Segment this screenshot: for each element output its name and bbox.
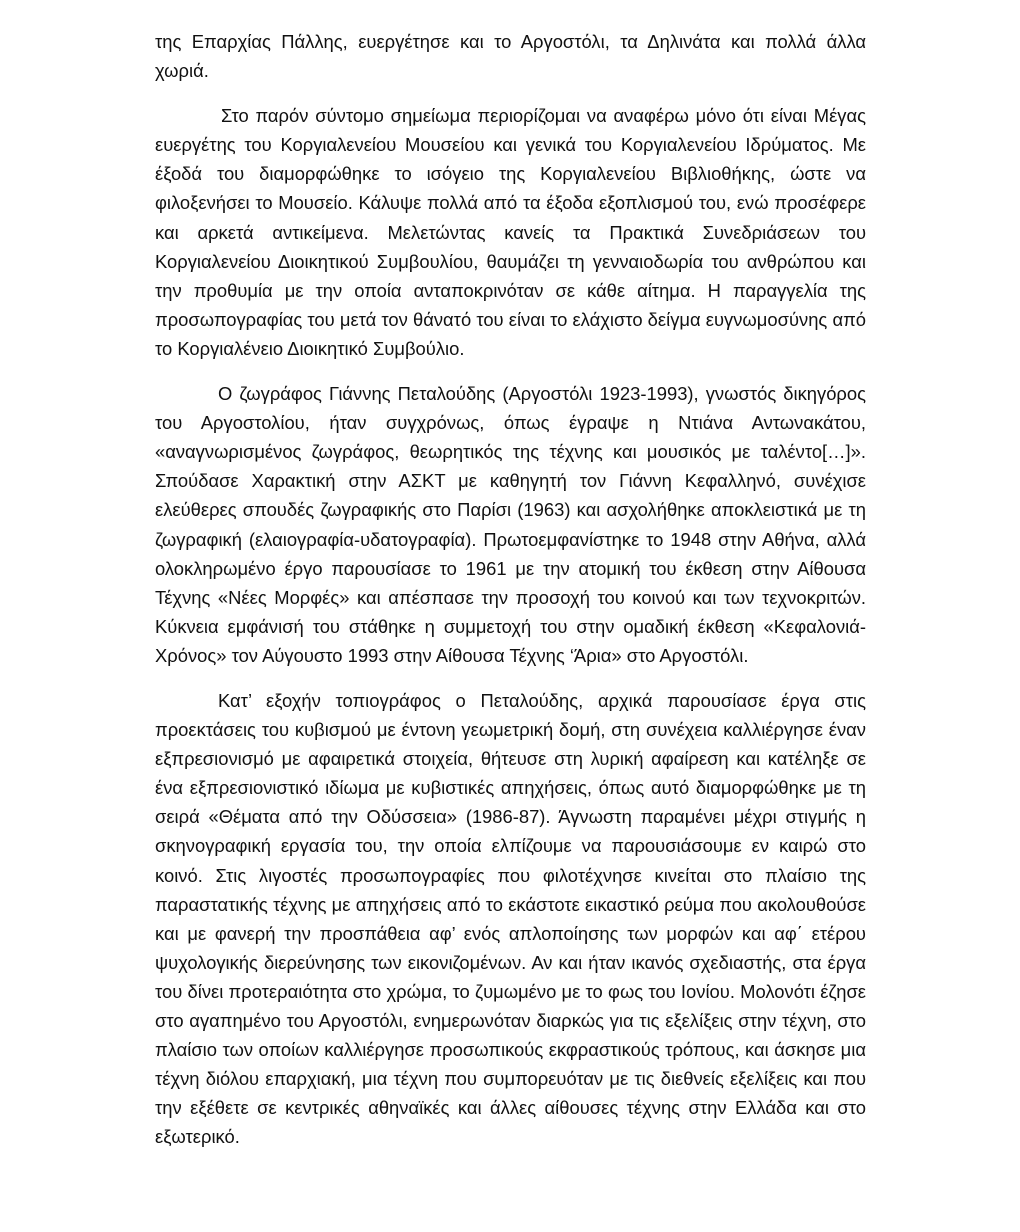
paragraph-painter-style: Κατ’ εξοχήν τοπιογράφος ο Πεταλούδης, αρχικά παρουσίασε έργα στις προεκτάσεις του κυβισμού με έντονη γεωμετρική δομή, στη συνέχεια καλλιέργησε έναν εξπρεσιονισμό με αφαιρετικά στοιχεία, θήτευσε στη λυρική αφαίρεση και κατέληξε σε ένα εξπρεσιονιστικό ιδίωμα με κυβιστικές απηχήσεις, όπως αυτό διαμορφώθηκε με τη σειρά «Θέματα από την Οδύσσεια» (1986-87). Άγνωστη παραμένει μέχρι στιγμής η σκηνογραφική εργασία του, την οποία ελπίζουμε να παρουσιάσουμε εν καιρώ στο κοινό. Στις λιγοστές προσωπογραφίες που φιλοτέχνησε κινείται στο πλαίσιο της παραστατικής τέχνης με απηχήσεις από το εκάστοτε εικαστικό ρεύμα που ακολουθούσε και με φανερή την προσπάθεια αφ’ ενός απλοποίησης των μορφών και αφ΄ ετέρου ψυχολογικής διερεύνησης των εικονιζομένων. Αν και ήταν ικανός σχεδιαστής, στα έργα του δίνει προτεραιότητα στο χρώμα, το ζυμωμένο με το φως του Ιονίου. Μολονότι έζησε στο αγαπημένο του Αργοστόλι, ενημερωνόταν διαρκώς για τις εξελίξεις στην τέχνη, στο πλαίσιο των οποίων καλλιέργησε προσωπικούς εκφραστικούς τρόπους, και άσκησε μια τέχνη διόλου επαρχιακή, μια τέχνη που συμπορευόταν με τις διεθνείς εξελίξεις και που την εξέθετε σε κεντρικές αθηναϊκές και άλλες αίθουσες τέχνης στην Ελλάδα και στο εξωτερικό. — [155, 689, 866, 1148]
paragraph-benefactor: Στο παρόν σύντομο σημείωμα περιορίζομαι να αναφέρω μόνο ότι είναι Μέγας ευεργέτης του Κοργιαλενείου Μουσείου και γενικά του Κοργιαλενείου Ιδρύματος. Με έξοδά του διαμορφώθηκε το ισόγειο της Κοργιαλενείου Βιβλιοθήκης, ώστε να φιλοξενήσει το Μουσείο. Κάλυψε πολλά από τα έξοδα εξοπλισμού του, ενώ προσέφερε και αρκετά αντικείμενα. Μελετώντας κανείς τα Πρακτικά Συνεδριάσεων του Κοργιαλενείου Διοικητικού Συμβουλίου, θαυμάζει τη γενναιοδωρία του ανθρώπου και την προθυμία με την οποία ανταποκρινόταν σε κάθε αίτημα. Η παραγγελία της προσωπογραφίας του μετά τον θάνατό του είναι το ελάχιστο δείγμα ευγνωμοσύνης από το Κοργιαλένειο Διοικητικό Συμβούλιο. — [155, 105, 866, 359]
paragraph-continuation: της Επαρχίας Πάλλης, ευεργέτησε και το Αργοστόλι, τα Δηλινάτα και πολλά άλλα χωριά. — [155, 31, 866, 82]
document-page — [155, 27, 866, 1151]
paragraph-painter-bio: Ο ζωγράφος Γιάννης Πεταλούδης (Αργοστόλι 1923-1993), γνωστός δικηγόρος του Αργοστολίου, ήταν συγχρόνως, όπως έγραψε η Ντιάνα Αντωνακάτου, «αναγνωρισμένος ζωγράφος, θεωρητικός της τέχνης και μουσικός με ταλέντο[…]». Σπούδασε Χαρακτική στην ΑΣΚΤ με καθηγητή τον Γιάννη Κεφαλληνό, συνέχισε ελεύθερες σπουδές ζωγραφικής στο Παρίσι (1963) και ασχολήθηκε αποκλειστικά με τη ζωγραφική (ελαιογραφία-υδατογραφία). Πρωτοεμφανίστηκε το 1948 στην Αθήνα, αλλά ολοκληρωμένο έργο παρουσίασε το 1961 με την ατομική του έκθεση στην Αίθουσα Τέχνης «Νέες Μορφές» και απέσπασε την προσοχή του κοινού και των τεχνοκριτών. Κύκνεια εμφάνισή του στάθηκε η συμμετοχή του στην ομαδική έκθεση «Κεφαλονιά-Χρόνος» τον Αύγουστο 1993 στην Αίθουσα Τέχνης ‘Άρια» στο Αργοστόλι. — [155, 383, 866, 666]
